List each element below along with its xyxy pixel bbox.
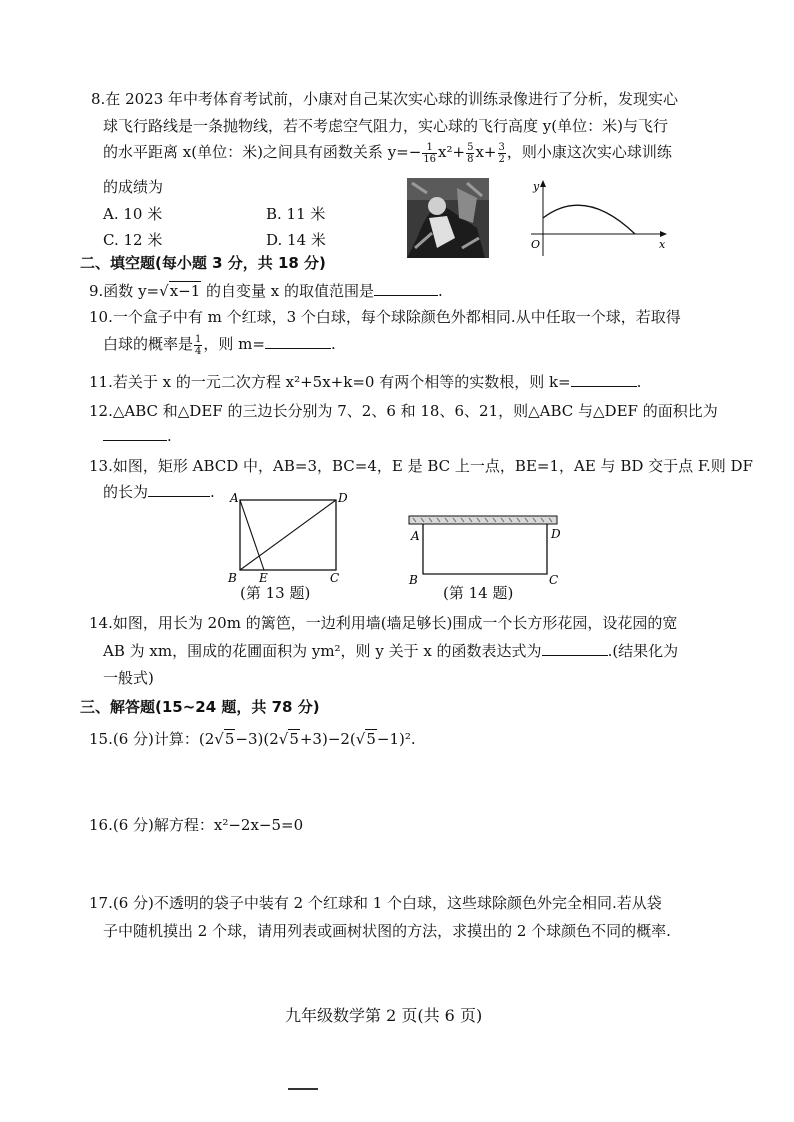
- q8-term-1: x²+: [438, 143, 466, 161]
- q10-line-2: 白球的概率是 $\frac{1}{4}$ ，则 m= .: [103, 333, 336, 357]
- q12-answer-blank[interactable]: [103, 426, 167, 441]
- q14-label-a: A: [411, 529, 420, 543]
- q8-fraction-3: $\frac{3}{2}$: [498, 141, 505, 165]
- q9-pre: 9.函数 y=: [89, 282, 160, 300]
- q9-post: 的自变量 x 的取值范围是: [201, 282, 375, 300]
- q8-line-3-pre: 的水平距离 x(单位：米)之间具有函数关系 y=−: [103, 143, 422, 161]
- q10-fraction: $\frac{1}{4}$: [195, 333, 202, 357]
- q12-line-1: 12.△ABC 和△DEF 的三边长分别为 7、2、6 和 18、6、21，则△ABC 与△DEF 的面积比为: [89, 402, 718, 420]
- q17-line-2: 子中随机摸出 2 个球，请用列表或画树状图的方法，求摸出的 2 个球颜色不同的概率.: [103, 922, 671, 940]
- label-a: A: [230, 491, 239, 505]
- q8-parabola-graph: [525, 178, 670, 260]
- q14-line-1: 14.如图，用长为 20m 的篱笆，一边利用墙(墙足够长)围成一个长方形花园，设花园的宽: [89, 614, 678, 632]
- q13-line-2: 的长为 .: [103, 483, 215, 501]
- segment-bd: [240, 500, 336, 570]
- q8-line-1: 8.在 2023 年中考体育考试前，小康对自己某次实心球的训练录像进行了分析，发现实心: [91, 90, 679, 108]
- q14-line-2: AB 为 xm，围成的花圃面积为 ym²，则 y 关于 x 的函数表达式为 .(结果化为: [103, 642, 679, 660]
- q8-option-d: D. 14 米: [266, 231, 326, 249]
- q8-line-4: 的成绩为: [103, 178, 164, 196]
- label-b: B: [228, 571, 237, 585]
- q8-fraction-1: $\frac{1}{16}$: [423, 141, 437, 165]
- q17-line-1: 17.(6 分)不透明的袋子中装有 2 个红球和 1 个白球，这些球除颜色外完全相同.若从袋: [89, 894, 662, 912]
- q9-answer-blank[interactable]: [374, 281, 438, 296]
- q8-line-3: [103, 141, 672, 165]
- q13-rectangle-figure: [224, 490, 354, 592]
- q8-term-2: x+: [475, 143, 497, 161]
- q14-label-b: B: [409, 573, 418, 587]
- q8-line-3-post: ，则小康这次实心球训练: [506, 143, 672, 161]
- graph-origin-label: O: [531, 238, 541, 251]
- shot-put-photo: [407, 178, 489, 258]
- x-axis-arrow: [660, 231, 667, 237]
- page-bottom-mark: [288, 1088, 318, 1090]
- q12-line-2: .: [103, 426, 172, 445]
- q8-option-a: A. 10 米: [103, 205, 163, 223]
- y-axis-arrow: [540, 180, 546, 187]
- q11-answer-blank[interactable]: [571, 372, 637, 387]
- section-3-title: 三、解答题(15~24 题，共 78 分): [80, 698, 320, 716]
- graph-y-label: y: [533, 180, 540, 193]
- page-footer: 九年级数学第 2 页(共 6 页): [285, 1006, 483, 1025]
- graph-x-label: x: [659, 238, 666, 251]
- q8-fraction-2: $\frac{5}{8}$: [467, 141, 474, 165]
- fence: [423, 524, 547, 574]
- parabola-curve: [543, 205, 635, 234]
- q10-answer-blank[interactable]: [265, 334, 331, 349]
- q14-line-3: 一般式): [103, 669, 154, 687]
- q8-line-2: 球飞行路线是一条抛物线，若不考虑空气阻力，实心球的飞行高度 y(单位：米)与飞行: [103, 117, 668, 135]
- q13-answer-blank[interactable]: [148, 482, 210, 497]
- segment-ae: [240, 500, 264, 570]
- q9-radicand: x−1: [169, 282, 201, 300]
- section-2-title: 二、填空题(每小题 3 分，共 18 分): [80, 254, 326, 272]
- q8-option-c: C. 12 米: [103, 231, 163, 249]
- q9-line: 9.函数 y=√x−1 的自变量 x 的取值范围是 .: [89, 282, 443, 300]
- q15-line: 15.(6 分)计算：(2√5−3)(2√5+3)−2(√5−1)².: [89, 730, 416, 748]
- label-e: E: [259, 571, 268, 585]
- q11-line: 11.若关于 x 的一元二次方程 x²+5x+k=0 有两个相等的实数根，则 k= .: [89, 373, 642, 391]
- q14-label-d: D: [551, 527, 561, 541]
- q14-garden-figure: [405, 512, 565, 592]
- q13-figure-caption: (第 13 题): [240, 584, 311, 602]
- q16-line: 16.(6 分)解方程：x²−2x−5=0: [89, 816, 304, 834]
- q14-label-c: C: [549, 573, 559, 587]
- label-c: C: [330, 571, 340, 585]
- q10-line-1: 10.一个盒子中有 m 个红球，3 个白球，每个球除颜色外都相同.从中任取一个球，若取得: [89, 308, 681, 326]
- q14-answer-blank[interactable]: [542, 641, 608, 656]
- q8-option-b: B. 11 米: [266, 205, 326, 223]
- q13-line-1: 13.如图，矩形 ABCD 中，AB=3，BC=4，E 是 BC 上一点，BE=1，AE 与 BD 交于点 F.则 DF: [89, 457, 753, 475]
- q14-figure-caption: (第 14 题): [443, 584, 514, 602]
- label-d: D: [338, 491, 348, 505]
